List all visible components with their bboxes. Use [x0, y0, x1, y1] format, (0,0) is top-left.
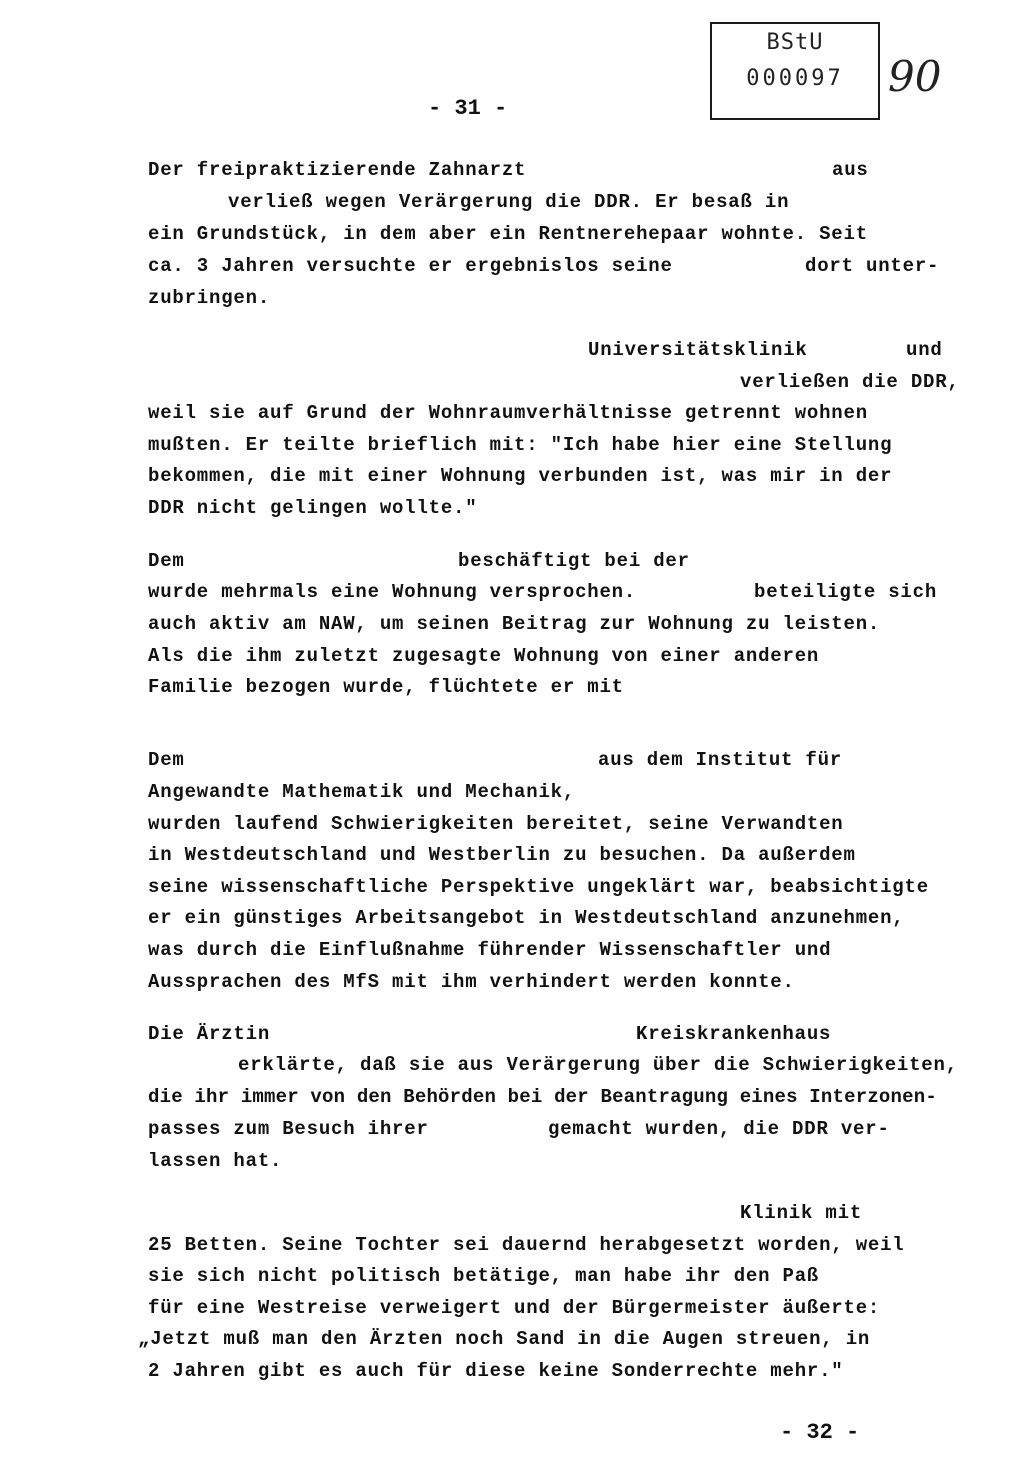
text-line: die ihr immer von den Behörden bei der Beantragung eines Interzonen-	[148, 1086, 937, 1108]
text-line: gemacht wurden, die DDR ver-	[548, 1118, 890, 1140]
text-line: in Westdeutschland und Westberlin zu besuchen. Da außerdem	[148, 844, 856, 866]
text-line: ca. 3 Jahren versuchte er ergebnislos seine	[148, 255, 673, 277]
text-line: lassen hat.	[148, 1150, 283, 1172]
text-line: dort unter-	[805, 255, 940, 277]
text-line: beteiligte sich	[754, 581, 938, 603]
text-line: beschäftigt bei der	[458, 550, 690, 572]
text-line: was durch die Einflußnahme führender Wissenschaftler und	[148, 939, 832, 961]
text-line: Dem	[148, 550, 185, 572]
archive-stamp	[710, 22, 880, 120]
text-line: Aussprachen des MfS mit ihm verhindert werden konnte.	[148, 971, 795, 993]
text-line: Als die ihm zuletzt zugesagte Wohnung von einer anderen	[148, 645, 820, 667]
text-line: sie sich nicht politisch betätige, man habe ihr den Paß	[148, 1265, 820, 1287]
text-line: Universitätsklinik	[588, 339, 808, 361]
text-line: Kreiskrankenhaus	[636, 1023, 832, 1045]
text-line: bekommen, die mit einer Wohnung verbunden ist, was mir in der	[148, 465, 893, 487]
text-line: Dem	[148, 749, 185, 771]
text-line: ein Grundstück, in dem aber ein Rentnerehepaar wohnte. Seit	[148, 223, 868, 245]
stamp-document-number: 000097	[746, 66, 844, 91]
text-line: Die Ärztin	[148, 1023, 271, 1045]
text-line: zubringen.	[148, 287, 271, 309]
text-line: Klinik mit	[740, 1202, 863, 1224]
text-line: er ein günstiges Arbeitsangebot in Westdeutschland anzunehmen,	[148, 907, 905, 929]
text-line: auch aktiv am NAW, um seinen Beitrag zur Wohnung zu leisten.	[148, 613, 881, 635]
text-line: „Jetzt muß man den Ärzten noch Sand in die Augen streuen, in	[138, 1328, 871, 1350]
text-line: 25 Betten. Seine Tochter sei dauernd herabgesetzt worden, weil	[148, 1234, 905, 1256]
text-line: verließ wegen Verärgerung die DDR. Er besaß in	[228, 191, 790, 213]
text-line: Angewandte Mathematik und Mechanik,	[148, 781, 576, 803]
text-line: wurde mehrmals eine Wohnung versprochen.	[148, 581, 637, 603]
text-line: Familie bezogen wurde, flüchtete er mit	[148, 676, 624, 698]
text-line: DDR nicht gelingen wollte."	[148, 497, 478, 519]
text-line: verließen die DDR,	[740, 371, 960, 393]
stamp-archive-label: BStU	[766, 30, 824, 55]
text-line: seine wissenschaftliche Perspektive ungeklärt war, beabsichtigte	[148, 876, 929, 898]
text-line: erklärte, daß sie aus Verärgerung über die Schwierigkeiten,	[238, 1054, 958, 1076]
text-line: wurden laufend Schwierigkeiten bereitet, seine Verwandten	[148, 813, 844, 835]
text-line: aus dem Institut für	[598, 749, 843, 771]
text-line: 2 Jahren gibt es auch für diese keine Sonderrechte mehr."	[148, 1360, 844, 1382]
text-line: Der freipraktizierende Zahnarzt	[148, 159, 527, 181]
text-line: mußten. Er teilte brieflich mit: "Ich habe hier eine Stellung	[148, 434, 893, 456]
text-line: aus	[832, 159, 869, 181]
text-line: für eine Westreise verweigert und der Bürgermeister äußerte:	[148, 1297, 881, 1319]
text-line: weil sie auf Grund der Wohnraumverhältnisse getrennt wohnen	[148, 402, 868, 424]
handwritten-page-number: 90	[888, 52, 942, 101]
text-line: passes zum Besuch ihrer	[148, 1118, 429, 1140]
text-line: und	[906, 339, 943, 361]
next-page-number: - 32 -	[780, 1420, 860, 1445]
page-number: - 31 -	[428, 96, 508, 121]
